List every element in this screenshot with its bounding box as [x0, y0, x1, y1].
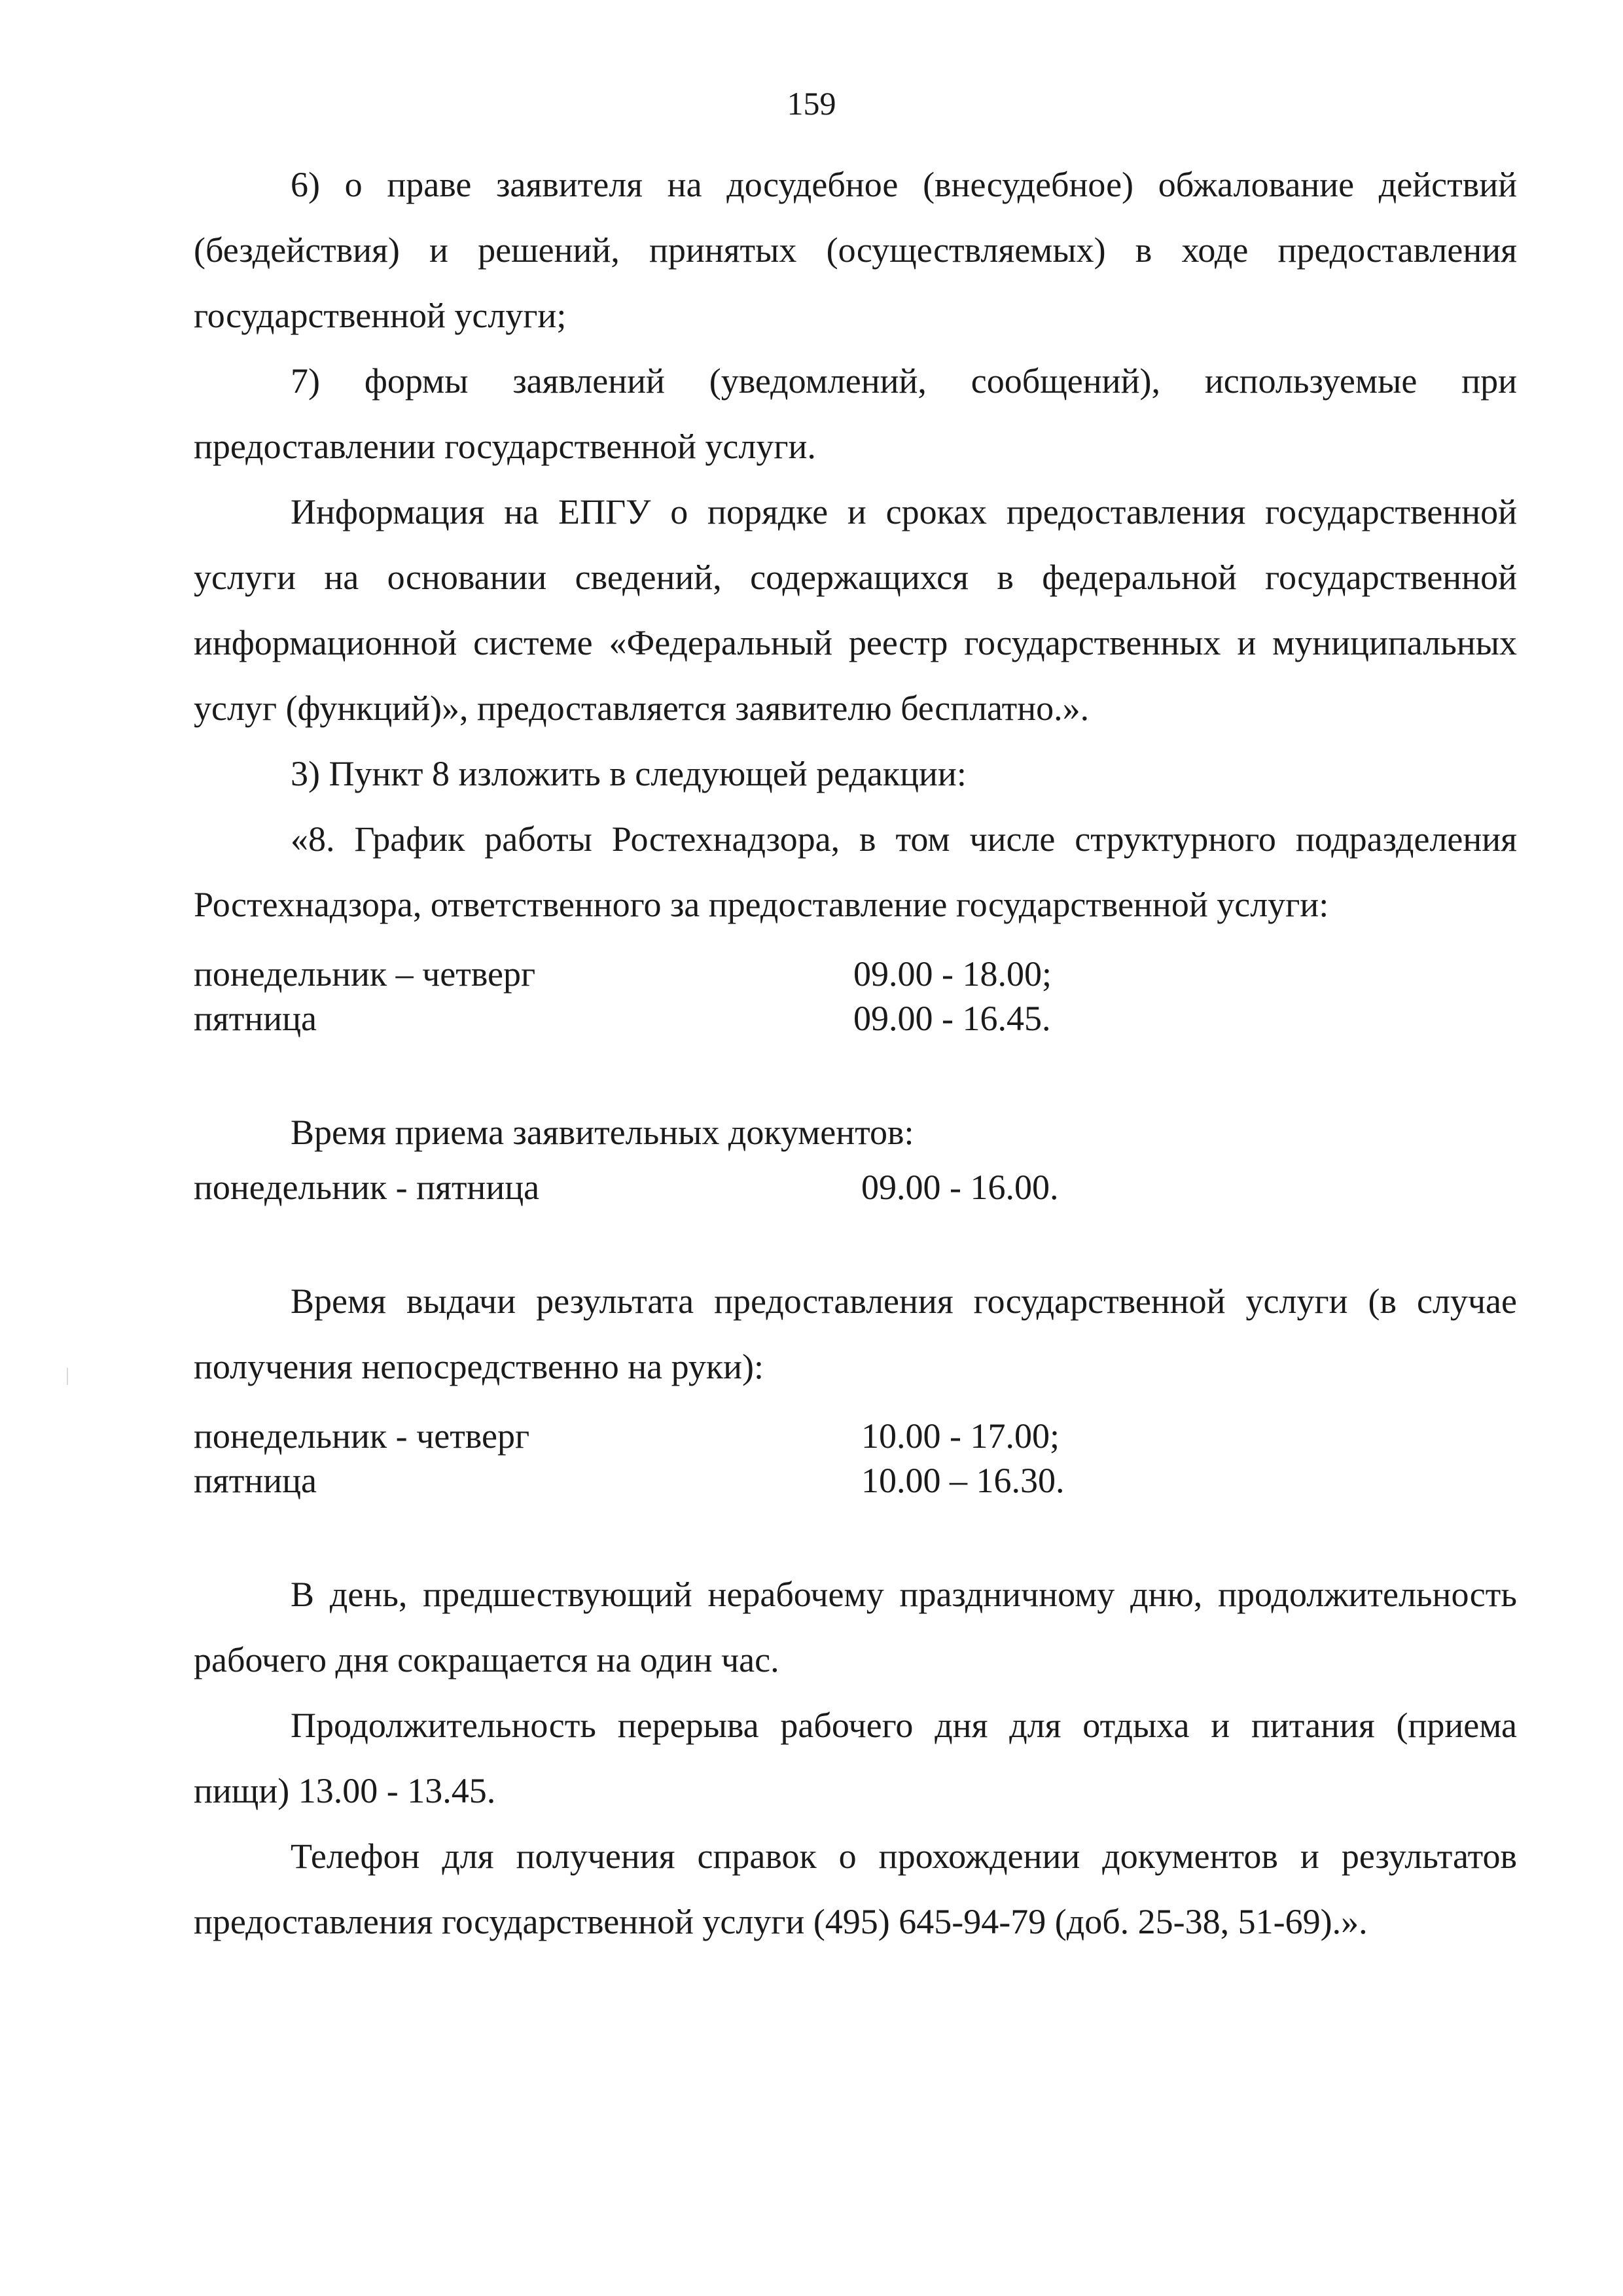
issue-schedule — [194, 1414, 1517, 1503]
point-8-paragraph: «8. График работы Ростехнадзора, в том числе структурного подразделения Ростехнадзора, ответственного за предоставление государственной услуги: — [194, 819, 1517, 924]
schedule-time: 09.00 - 18.00; — [853, 954, 1052, 994]
issue-paragraph: Время выдачи результата предоставления государственной услуги (в случае получения непосредственно на руки): — [194, 1282, 1517, 1386]
break-paragraph: Продолжительность перерыва рабочего дня для отдыха и питания (приема пищи) 13.00 - 13.45. — [194, 1706, 1517, 1810]
info-paragraph: Информация на ЕПГУ о порядке и сроках предоставления государственной услуги на основании сведений, содержащихся в федеральной государственной информационной системе «Федеральный реестр государственных и муниципальных услуг (функций)», предоставляется заявителю бесплатно.». — [194, 492, 1517, 728]
page-number: 159 — [787, 85, 836, 122]
schedule-time: 10.00 – 16.30. — [861, 1461, 1065, 1500]
work-schedule — [194, 952, 1517, 1041]
schedule-row — [194, 952, 1517, 996]
schedule-row — [194, 1165, 1517, 1210]
item-7-paragraph: 7) формы заявлений (уведомлений, сообщений), используемые при предоставлении государственной услуги. — [194, 361, 1517, 466]
scan-margin-mark — [67, 1368, 68, 1385]
schedule-time: 09.00 - 16.45. — [853, 999, 1051, 1038]
schedule-days: понедельник - пятница — [194, 1168, 540, 1207]
schedule-days: понедельник – четверг — [194, 954, 536, 994]
holiday-paragraph: В день, предшествующий нерабочему праздничному дню, продолжительность рабочего дня сокращается на один час. — [194, 1575, 1517, 1679]
intake-title: Время приема заявительных документов: — [291, 1113, 914, 1152]
schedule-row — [194, 1458, 1517, 1503]
schedule-time: 10.00 - 17.00; — [861, 1416, 1060, 1456]
schedule-time: 09.00 - 16.00. — [861, 1168, 1059, 1207]
point-3-paragraph: 3) Пункт 8 изложить в следующей редакции: — [291, 754, 967, 793]
schedule-days: пятница — [194, 1461, 317, 1500]
phone-paragraph: Телефон для получения справок о прохождении документов и результатов предоставления государственной услуги (495) 645-94-79 (доб. 25-38, 51-69).». — [194, 1837, 1517, 1941]
schedule-row — [194, 996, 1517, 1041]
schedule-days: пятница — [194, 999, 317, 1038]
schedule-row — [194, 1414, 1517, 1458]
intake-schedule — [194, 1165, 1517, 1210]
item-6-paragraph: 6) о праве заявителя на досудебное (внесудебное) обжалование действий (бездействия) и решений, принятых (осуществляемых) в ходе предоставления государственной услуги; — [194, 165, 1517, 335]
document-body — [194, 152, 1517, 1954]
schedule-days: понедельник - четверг — [194, 1416, 530, 1456]
